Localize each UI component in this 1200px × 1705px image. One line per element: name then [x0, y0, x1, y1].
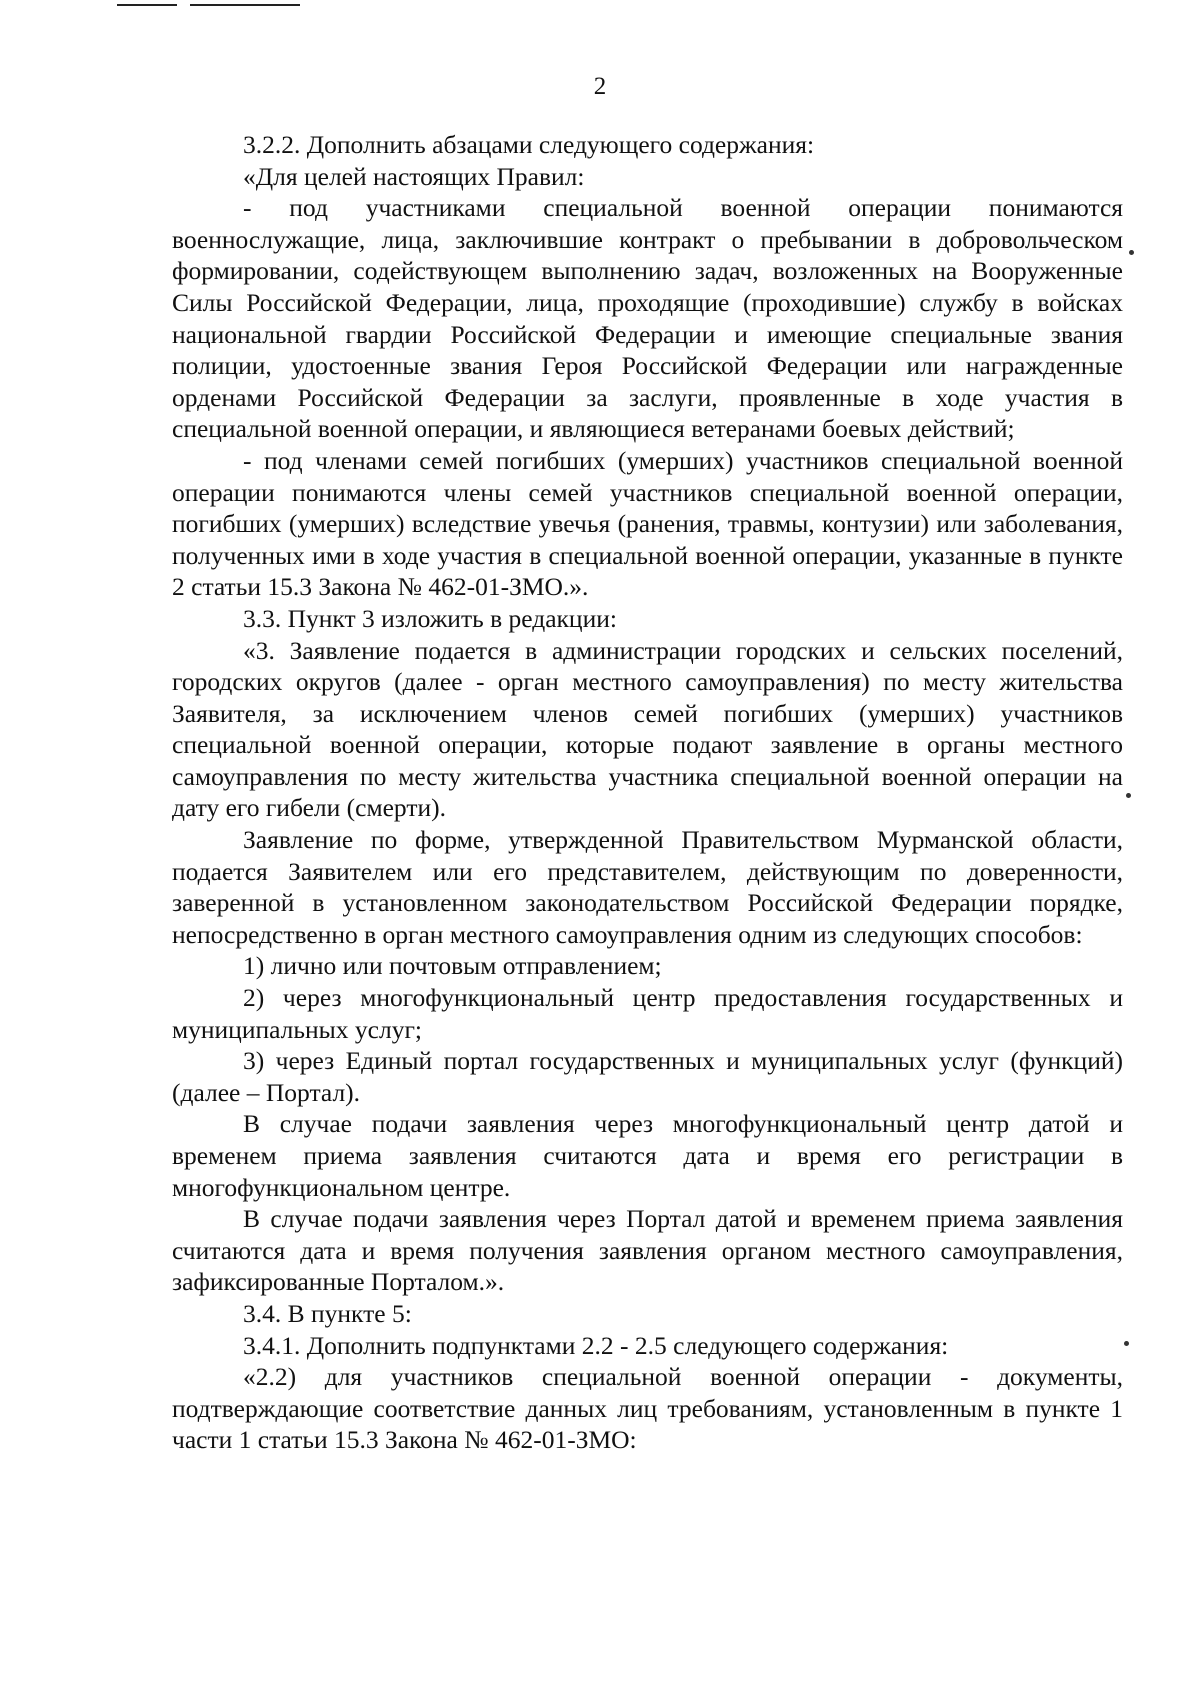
scan-mark [117, 4, 177, 6]
paragraph: «2.2) для участников специальной военной операции - документы, подтверждающие соответствие данных лиц требованиям, установленным в пункте 1 части 1 статьи 15.3 Закона № 462-01-ЗМО: [172, 1362, 1123, 1455]
paragraph: Заявление по форме, утвержденной Правительством Мурманской области, подается Заявителем или его представителем, действующим по доверенности, заверенной в установленном законодательством Российской Федерации порядке, непосредственно в орган местного самоуправления одним из следующих способов: [172, 825, 1123, 949]
paragraph: 3.2.2. Дополнить абзацами следующего содержания: [243, 130, 815, 159]
paragraph: «Для целей настоящих Правил: [243, 161, 585, 191]
scan-dot [1124, 1341, 1129, 1346]
list-item: 1) лично или почтовым отправлением; [243, 951, 662, 981]
paragraph: В случае подачи заявления через Портал датой и временем приема заявления считаются дата и время получения заявления органом местного самоуправления, зафиксированные Порталом.». [172, 1204, 1123, 1297]
paragraph: В случае подачи заявления через многофункциональный центр датой и временем приема заявления считаются дата и время его регистрации в многофункциональном центре. [172, 1109, 1123, 1202]
scan-mark [190, 4, 300, 6]
paragraph: - под членами семей погибших (умерших) участников специальной военной операции понимаются члены семей участников специальной военной операции, погибших (умерших) вследствие увечья (ранения, травмы, контузии) или заболевания, полученных ими в ходе участия в специальной военной операции, указанные в пункте 2 статьи 15.3 Закона № 462-01-ЗМО.». [172, 445, 1123, 602]
document-body [172, 129, 1123, 1456]
scan-dot [1126, 793, 1131, 798]
paragraph: «3. Заявление подается в администрации городских и сельских поселений, городских округов (далее - орган местного самоуправления) по месту жительства Заявителя, за исключением членов семей погибших (умерших) участников специальной военной операции, которые подают заявление в органы местного самоуправления по месту жительства участника специальной военной операции на дату его гибели (смерти). [172, 635, 1123, 823]
scan-dot [1129, 250, 1134, 255]
paragraph: 3.3. Пункт 3 изложить в редакции: [243, 603, 617, 633]
list-item: 2) через многофункциональный центр предоставления государственных и муниципальных услуг; [172, 983, 1123, 1044]
paragraph: 3.4.1. Дополнить подпунктами 2.2 - 2.5 следующего содержания: [243, 1330, 949, 1360]
page-number: 2 [593, 73, 607, 100]
paragraph: 3.4. В пункте 5: [243, 1298, 412, 1328]
list-item: 3) через Единый портал государственных и муниципальных услуг (функций) (далее – Портал). [172, 1046, 1123, 1107]
paragraph: - под участниками специальной военной операции понимаются военнослужащие, лица, заключившие контракт о пребывании в добровольческом формировании, содействующем выполнению задач, возложенных на Вооруженные Силы Российской Федерации, лица, проходящие (проходившие) службу в войсках национальной гвардии Российской Федерации и имеющие специальные звания полиции, удостоенные звания Героя Российской Федерации или награжденные орденами Российской Федерации за заслуги, проявленные в ходе участия в специальной военной операции, и являющиеся ветеранами боевых действий; [172, 193, 1123, 444]
